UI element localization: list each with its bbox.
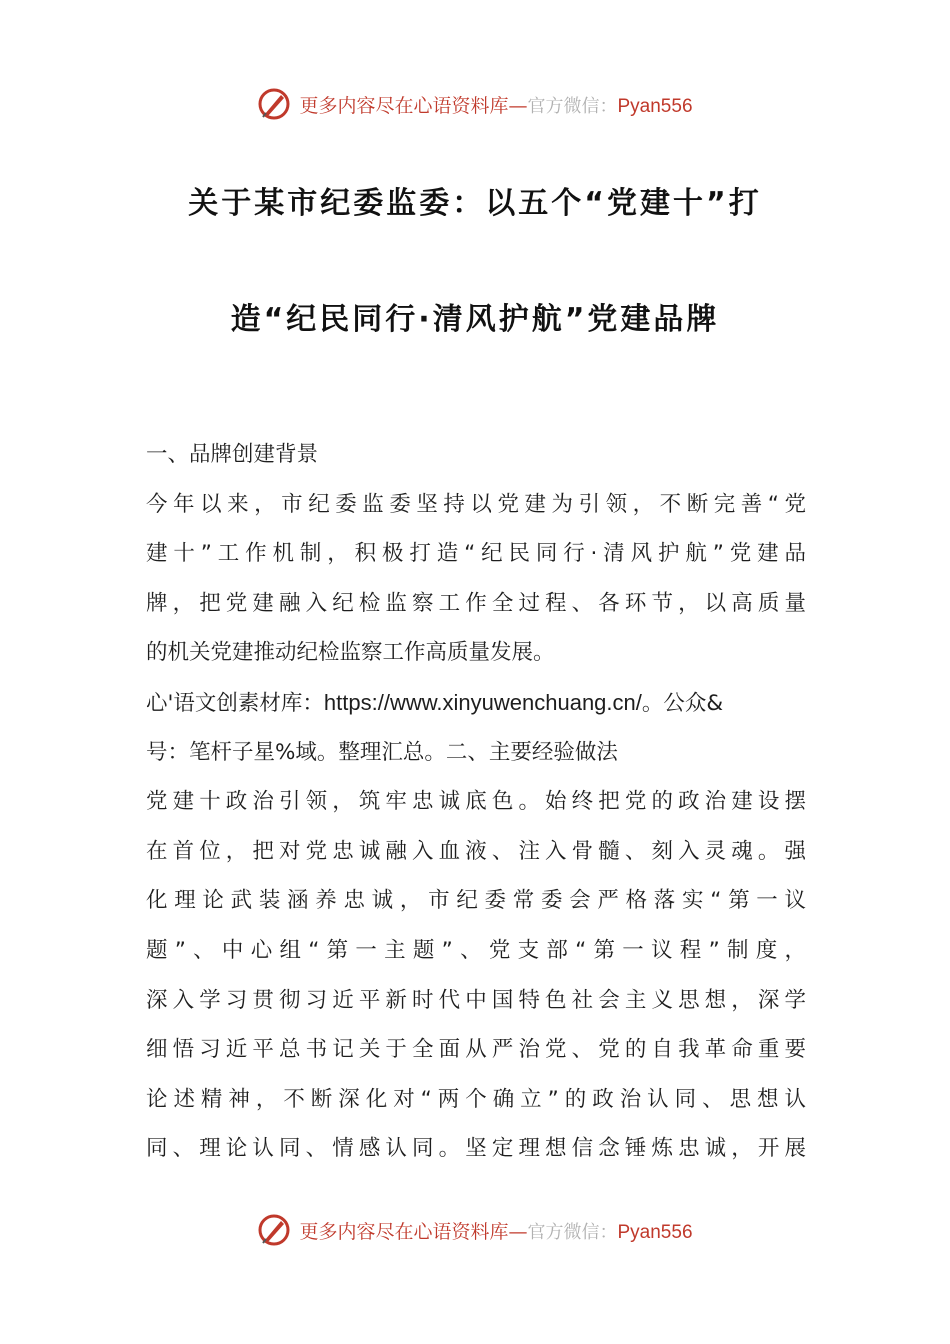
body-text-line: 题”、中心组“第一主题”、党支部“第一议程”制度，	[146, 937, 806, 963]
banner-text	[299, 1217, 692, 1244]
body-text-line: 的机关党建推动纪检监察工作高质量发展。	[146, 640, 555, 666]
document-title-line-1: 关于某市纪委监委：以五个“党建十”打	[188, 186, 762, 221]
body-text-line: 建十”工作机制，积极打造“纪民同行·清风护航”党建品	[146, 541, 806, 567]
body-text-line: 今年以来，市纪委监委坚持以党建为引领，不断完善“党	[146, 491, 806, 517]
body-text-line: 论述精神，不断深化对“两个确立”的政治认同、思想认	[146, 1086, 806, 1112]
document-title-line-2: 造“纪民同行·清风护航”党建品牌	[230, 302, 720, 337]
footer-watermark-banner	[0, 1210, 950, 1250]
banner-wechat-label: 官方微信：	[527, 95, 618, 117]
banner-main-text: 更多内容尽在心语资料库—	[299, 1220, 528, 1243]
body-text-line: 细悟习近平总书记关于全面从严治党、党的自我革命重要	[146, 1037, 806, 1063]
header-watermark-banner	[0, 84, 950, 124]
body-text-line: 党建十政治引领，筑牢忠诚底色。始终把党的政治建设摆	[146, 789, 806, 815]
banner-wechat-label: 官方微信：	[527, 1221, 618, 1243]
promo-text-line	[146, 678, 806, 728]
body-text-line: 在首位，把对党忠诚融入血液、注入骨髓、刻入灵魂。强	[146, 838, 806, 864]
body-text-line: 化理论武装涵养忠诚，市纪委常委会严格落实“第一议	[146, 888, 806, 914]
promo-url: https://www.xinyuwenchuang.cn/	[323, 689, 642, 715]
body-text-line: 深入学习贯彻习近平新时代中国特色社会主义思想，深学	[146, 987, 806, 1013]
body-text-line: 牌，把党建融入纪检监察工作全过程、各环节，以高质量	[146, 590, 806, 616]
banner-text	[299, 91, 692, 118]
quill-pen-logo-icon	[257, 87, 291, 121]
promo-suffix: 。公众&	[641, 690, 724, 716]
banner-wechat-id: Pyan556	[617, 95, 693, 117]
document-body	[146, 430, 806, 1174]
quill-pen-logo-icon	[257, 1213, 291, 1247]
body-text-line: 号：笔杆子星%域。整理汇总。二、主要经验做法	[146, 739, 618, 765]
section-heading: 一、品牌创建背景	[146, 442, 319, 467]
body-text-line: 同、理论认同、情感认同。坚定理想信念锤炼忠诚，开展	[146, 1136, 806, 1162]
banner-wechat-id: Pyan556	[617, 1221, 693, 1243]
banner-main-text: 更多内容尽在心语资料库—	[299, 94, 528, 117]
promo-label: 心'语文创素材库：	[146, 690, 324, 716]
